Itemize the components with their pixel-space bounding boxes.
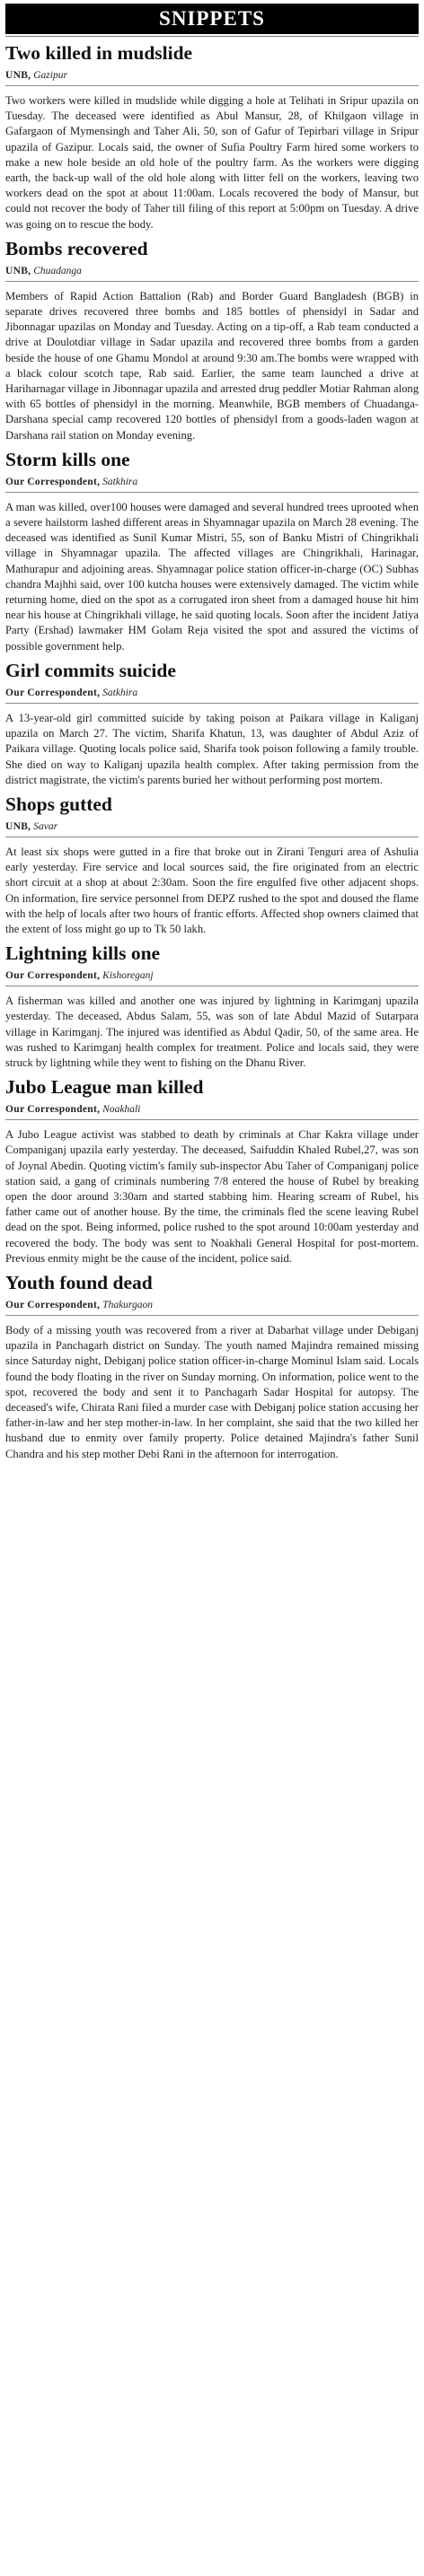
byline-rule: [5, 1119, 419, 1120]
story-body: Two workers were killed in mudslide while digging a hole at Telihati in Sripur upazila on Tuesday. The deceased were identified as Abul Mansur, 28, of Khilgaon village in Gafargaon of Mymensingh and Taher Ali, 50, son of Gafur of Tepirbari village in Sripur upazila of Gazipur. Locals said, the owner of Sufia Poultry Farm hired some workers to make a new hole beside an old hole of the poultry farm. As the workers were digging earth, the back-up wall of the old hole along with litter fell on the workers, leaving two workers dead on the spot at about 11:00am. Locals recovered the body of Mansur, but could not recover the body of Taher till filing of this report at 5:00pm on Tuesday. A drive was going on to rescue the body.: [5, 94, 419, 231]
story-byline: [5, 264, 419, 278]
byline-location: Savar: [33, 820, 58, 832]
section-title: SNIPPETS: [159, 7, 265, 30]
story: [5, 1266, 419, 1462]
story: [5, 443, 419, 654]
byline-location: Thakurgaon: [102, 1299, 153, 1310]
story-headline: Storm kills one: [5, 448, 130, 470]
byline-location: Chuadanga: [33, 265, 82, 276]
byline-rule: [5, 492, 419, 493]
byline-rule: [5, 703, 419, 704]
story-headline: Lightning kills one: [5, 942, 161, 965]
byline-rule: [5, 1315, 419, 1316]
byline-source: Our Correspondent,: [5, 970, 101, 982]
byline-source: Our Correspondent,: [5, 1104, 101, 1116]
story-headline: Bombs recovered: [5, 237, 148, 259]
story-body: A Jubo League activist was stabbed to death by criminals at Char Kakra village under Companiganj upazila early yesterday. The deceased, Saifuddin Khaled Rubel,27, was son of Joynal Abedin. Quoting victim's family sub-inspector Abu Taher of Companiganj police station said, a gang of criminals numbering 7/8 entered the house of Rubel by breaking open the door around 3:30am and started stabbing him. Hearing scream of Rubel, his father came out of another house. By the time, the criminals fled the scene leaving Rubel dead on the spot. Being informed, police rushed to the spot around 10:00am yesterday and recovered the body. The body was sent to Noakhali General Hospital for post-mortem. Previous enmity might be the cause of the incident, police said.: [5, 1128, 419, 1265]
byline-rule: [5, 281, 419, 282]
story: [5, 37, 419, 232]
byline-location: Kishoreganj: [102, 970, 154, 982]
story-headline: Shops gutted: [5, 793, 112, 815]
story-body: A 13-year-old girl committed suicide by taking poison at Paikara village in Kaliganj upazila on March 27. The victim, Sharifa Khatun, 13, was daughter of Abdul Aziz of Paikara village. Quoting locals police said, Sharifa took poison following a family trouble. She died on way to Kaliganj upazila health complex. After taking permission from the district magistrate, the victim's parents buried her without performing post mortem.: [5, 711, 419, 786]
story-byline: [5, 968, 419, 983]
story: [5, 654, 419, 788]
byline-location: Noakhali: [102, 1104, 141, 1116]
story-body: Body of a missing youth was recovered from a river at Dabarhat village under Debiganj upazila in Panchagarh district on Sunday. The youth named Majindra remained missing since Saturday night, Debiganj police station officer-in-charge Mominul Islam said. Locals found the body floating in the river on Sunday morning. On information, police went to the spot, recovered the body and sent it to Panchagarh Sadar Hospital for autopsy. The deceased's wife, Chirata Rani filed a murder case with Debiganj police station accusing her father-in-law and her step mother-in-law. In her complaint, she said that the two killed her husband due to enmity over family property. Police detained Majindra's father Sunil Chandra and his step mother Debi Rani in the afternoon for interrogation.: [5, 1323, 419, 1460]
story-body: Members of Rapid Action Battalion (Rab) and Border Guard Bangladesh (BGB) in separate drives recovered three bombs and 185 bottles of phensidyl in Sadar and Jibonnagar upazilas on Monday and Tuesday. Acting on a tip-off, a Rab team conducted a drive at Doulotdiar village in Sadar upazila and recovered three bombs from a garden beside the house of one Ghamu Mondol at around 9:30 am.The bombs were wrapped with a black colour scotch tape, Rab said. Earlier, the same team launched a drive at Hariharnagar village in Jibonnagar upazila and arrested drug peddler Motiar Rahman along with 65 bottles of phensidyl in the morning. Meanwhile, BGB members of Chuadanga-Darshana special camp recovered 120 bottles of phensidyl from a goods-laden wagon at Darshana rail station on Monday evening.: [5, 289, 419, 442]
story-headline: Two killed in mudslide: [5, 42, 193, 64]
byline-source: UNB,: [5, 820, 31, 832]
byline-source: UNB,: [5, 265, 31, 276]
story: [5, 232, 419, 443]
byline-location: Satkhira: [102, 687, 138, 698]
story-body: A man was killed, over100 houses were damaged and several hundred trees uprooted when a severe hailstorm lashed different areas in Shyamnagar upazila on March 28 evening. The deceased was identified as Sunil Kumar Mistri, 55, son of Banku Mistri of Chingrikhali village in Shyamnagar upazila. The affected villages are Chingrikhali, Harinagar, Mathurapur and adjoining areas. Shyamnagar police station officer-in-charge (OC) Subhas chandra Majhhi said, over 100 kutcha houses were extensively damaged. The victim while returning home, died on the spot as a corrugated iron sheet from a damaged house hit him near his house at Chingrikhali village, he said quoting locals. Soon after the incident Jatiya Party (Ershad) lawmaker HM Golam Reja visited the spot and assured the victims of possible government help.: [5, 500, 419, 653]
story-headline: Youth found dead: [5, 1271, 153, 1293]
byline-rule: [5, 85, 419, 86]
story-headline: Jubo League man killed: [5, 1076, 204, 1099]
story: [5, 1071, 419, 1266]
story-list: [5, 37, 419, 1462]
story-body: At least six shops were gutted in a fire that broke out in Zirani Tenguri area of Ashulia early yesterday. Fire service and local sources said, the fire originated from an electric short circuit at a shop at about 2:30am. Soon the fire engulfed five other adjacent shops. On information, fire service personnel from DEPZ rushed to the spot and doused the flame with the help of locals after two hours of frantic efforts. Affected shop owners claimed that the extent of loss might go up to Tk 50 lakh.: [5, 845, 419, 935]
story-body: A fisherman was killed and another one was injured by lightning in Karimganj upazila yesterday. The deceased, Abdus Salam, 55, was son of late Abdul Mazid of Sutarpara village in Karimganj. The injured was identified as Abdul Qadir, 50, of the same area. He was rushed to Karimganj health complex for treatment. Police and locals said, they were struck by lightning while they went to fishing on the Dhanu River.: [5, 994, 419, 1069]
byline-location: Satkhira: [102, 476, 138, 487]
story-headline: Girl commits suicide: [5, 659, 176, 681]
byline-source: Our Correspondent,: [5, 476, 101, 487]
byline-source: UNB,: [5, 70, 31, 81]
story-byline: [5, 68, 419, 83]
byline-source: Our Correspondent,: [5, 687, 101, 698]
story-byline: [5, 475, 419, 489]
section-banner: [5, 4, 419, 34]
story-byline: [5, 1102, 419, 1117]
story-byline: [5, 819, 419, 834]
story: [5, 937, 419, 1071]
byline-location: Gazipur: [33, 70, 67, 81]
story: [5, 788, 419, 937]
story-byline: [5, 1298, 419, 1312]
story-byline: [5, 686, 419, 700]
byline-source: Our Correspondent,: [5, 1299, 101, 1310]
page: [0, 4, 424, 1462]
